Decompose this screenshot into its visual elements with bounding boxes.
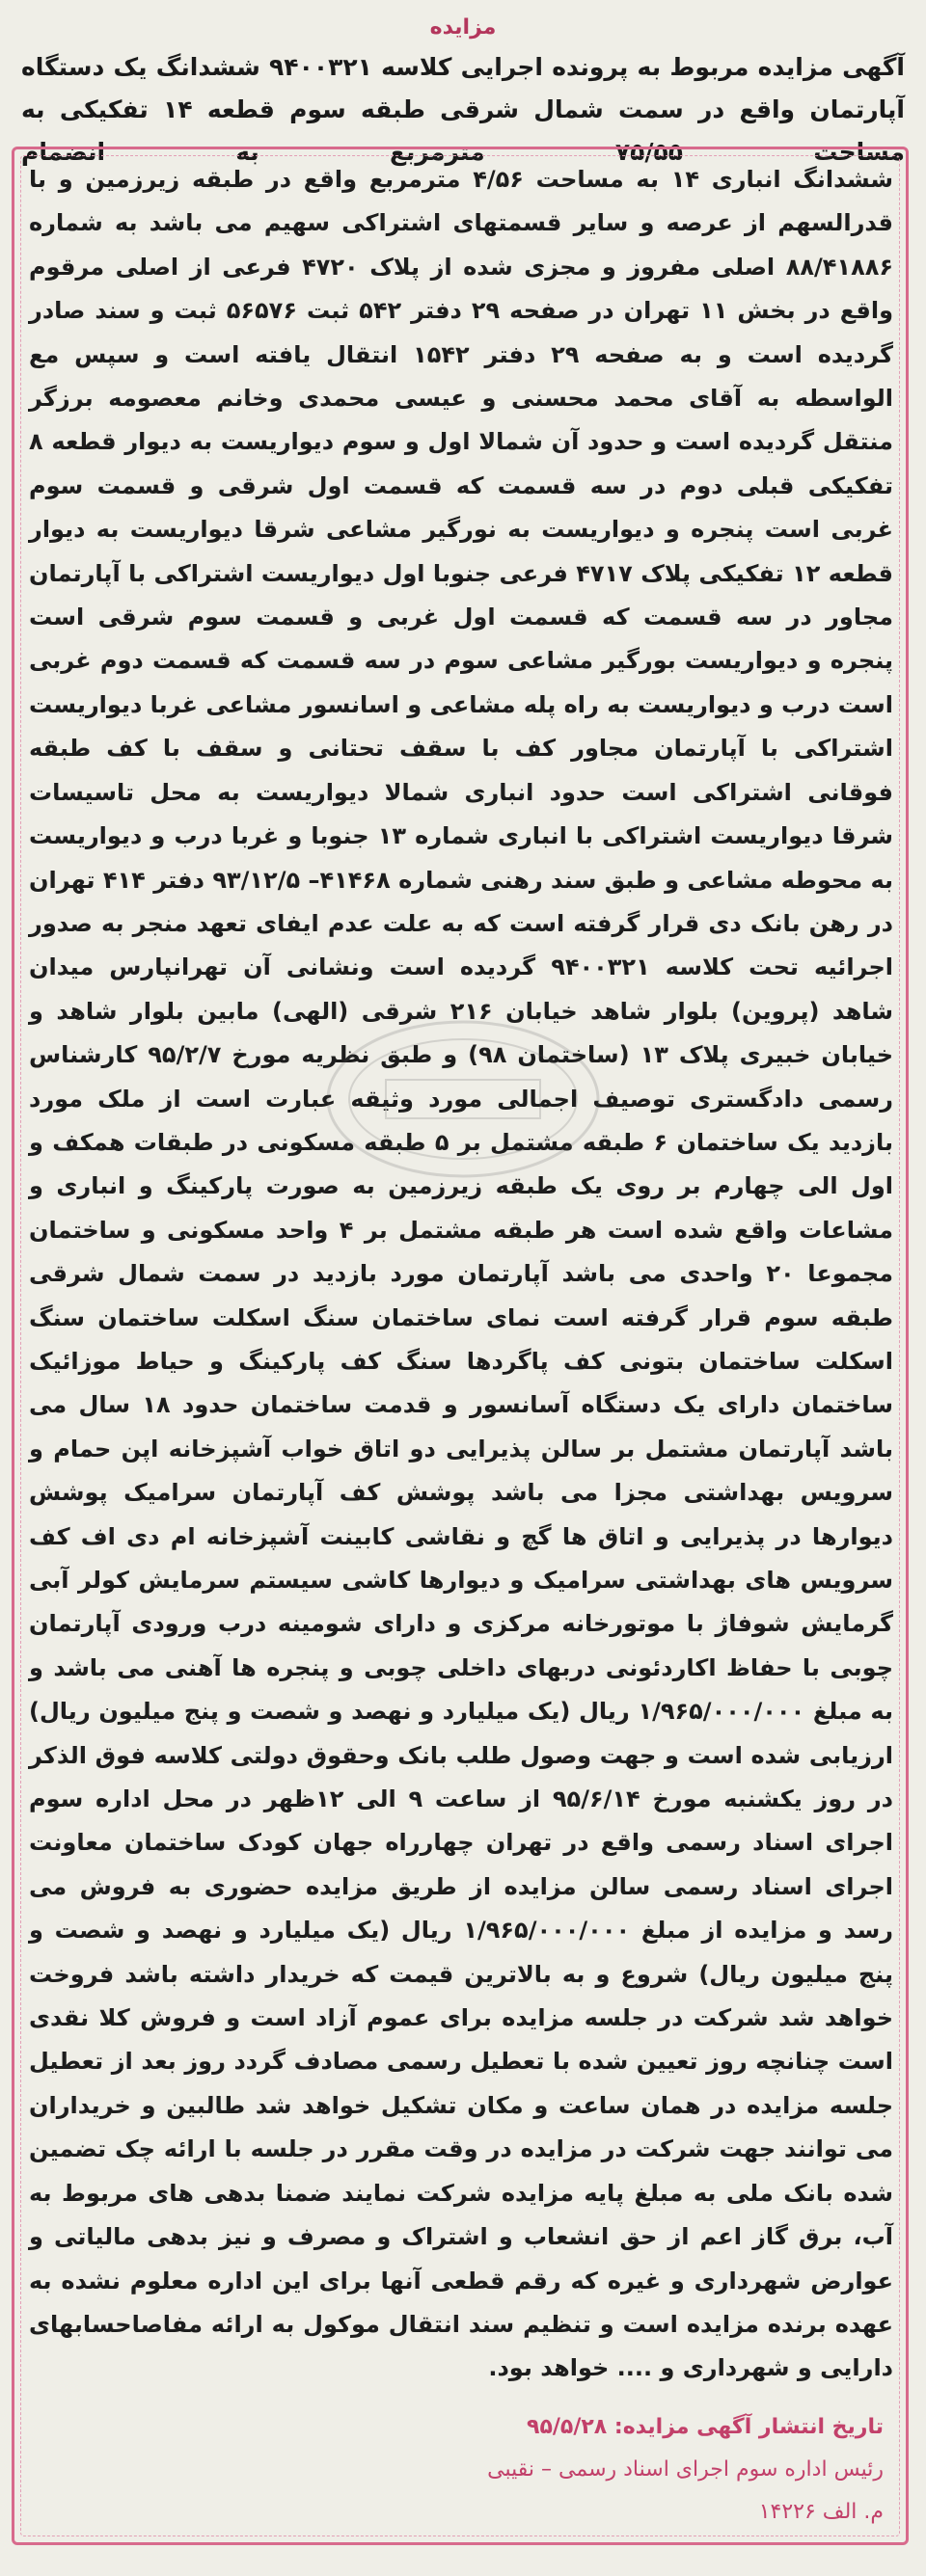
notice-body-text: ششدانگ انباری ۱۴ به مساحت ۴/۵۶ مترمربع واقع در طبقه زیرزمین و با قدرالسهم از عرصه و سایر قسمتهای اشتراکی سهیم می باشد به شماره ۸۸/۴۱۸۸۶ اصلی مفروز و مجزی شده از پلاک ۴۷۲۰ فرعی از اصلی مرقوم واقع در بخش ۱۱ تهران در صفحه ۲۹ دفتر ۵۴۲ ثبت ۵۶۵۷۶ ثبت و سند صادر گردیده است و به صفحه ۲۹ دفتر ۱۵۴۲ انتقال یافته است و سپس مع الواسطه به آقای محمد محسنی و عیسی محمدی وخانم معصومه برزگر منتقل گردیده است و حدود آن شمالا اول و سوم دیواریست به دیوار قطعه ۸ تفکیکی قبلی دوم در سه قسمت که قسمت اول شرقی و قسمت سوم غربی است پنجره و دیواریست به نورگیر مشاعی شرقا دیواریست به دیوار قطعه ۱۲ تفکیکی پلاک ۴۷۱۷ فرعی جنوبا اول دیواریست اشتراکی با آپارتمان مجاور در سه قسمت که قسمت اول غربی و قسمت سوم شرقی است پنجره و دیواریست بورگیر مشاعی سوم در سه قسمت که قسمت دوم غربی است درب و دیواریست به راه پله مشاعی و اسانسور مشاعی غربا دیواریست اشتراکی با آپارتمان مجاور کف با سقف تحتانی و سقف با کف طبقه فوقانی اشتراکی است حدود انباری شمالا دیواریست به محل تاسیسات شرقا دیواریست اشتراکی با انباری شماره ۱۳ جنوبا و غربا درب و دیواریست به محوطه مشاعی و طبق سند رهنی شماره ۴۱۴۶۸– ۹۳/۱۲/۵ دفتر ۴۱۴ تهران در رهن بانک دی قرار گرفته است که به علت عدم ایفای تعهد منجر به صدور اجرائیه تحت کلاسه ۹۴۰۰۳۲۱ گردیده است ونشانی آن تهرانپارس میدان شاهد (پروین) بلوار شاهد خیابان ۲۱۶ شرقی (الهی) مابین بلوار شاهد و خیابان خبیری پلاک ۱۳ (ساختمان ۹۸) و طبق نظریه مورخ ۹۵/۲/۷ کارشناس رسمی دادگستری توصیف اجمالی مورد وثیقه عبارت است از ملک مورد بازدید یک ساختمان ۶ طبقه مشتمل بر ۵ طبقه مسکونی در طبقات همکف و اول الی چهارم بر روی یک طبقه زیرزمین به صورت پارکینگ و انباری و مشاعات واقع شده است هر طبقه مشتمل بر ۴ واحد مسکونی و ساختمان مجموعا ۲۰ واحدی می باشد آپارتمان مورد بازدید در سمت شمال شرقی طبقه سوم قرار گرفته است نمای ساختمان سنگ اسکلت ساختمان سنگ اسکلت ساختمان بتونی کف پاگردها سنگ کف پارکینگ و حیاط موزائیک ساختمان دارای یک دستگاه آسانسور و قدمت ساختمان حدود ۱۸ سال می باشد آپارتمان مشتمل بر سالن پذیرایی دو اتاق خواب آشپزخانه اپن حمام و سرویس بهداشتی مجزا می باشد پوشش کف آپارتمان سرامیک پوشش دیوارها در پذیرایی و اتاق ها گچ و نقاشی کابینت آشپزخانه ام دی اف کف سرویس های بهداشتی سرامیک و دیوارها کاشی سیستم سرمایش کولر آبی گرمایش شوفاژ با موتورخانه مرکزی و دارای شومینه درب ورودی آپارتمان چوبی با حفاظ اکاردئونی دربهای داخلی چوبی و پنجره ها آهنی می باشد و به مبلغ ۱/۹۶۵/۰۰۰/۰۰۰ ریال (یک میلیارد و نهصد و شصت و پنج میلیون ریال) ارزیابی شده است و جهت وصول طلب بانک وحقوق دولتی کلاسه فوق الذکر در روز یکشنبه مورخ ۹۵/۶/۱۴ از ساعت ۹ الی ۱۲ظهر در محل اداره سوم اجرای اسناد رسمی واقع در تهران چهارراه جهان کودک ساختمان معاونت اجرای اسناد رسمی سالن مزایده از طریق مزایده حضوری به فروش می رسد و مزایده از مبلغ ۱/۹۶۵/۰۰۰/۰۰۰ ریال (یک میلیارد و نهصد و شصت و پنج میلیون ریال) شروع و به بالاترین قیمت که خریدار داشته باشد فروخت خواهد شد شرکت در جلسه مزایده برای عموم آزاد است و فروش کلا نقدی است چنانچه روز تعیین شده با تعطیل رسمی مصادف گردد روز بعد از تعطیل جلسه مزایده در همان ساعت و مکان تشکیل خواهد شد طالبین و خریداران می توانند جهت شرکت در مزایده در وقت مقرر در جلسه با ارائه چک تضمین شده بانک ملی به مبلغ پایه مزایده شرکت نمایند ضمنا بدهی های مربوط به آب، برق گاز اعم از حق انشعاب و اشتراک و مصرف و نیز بدهی مالیاتی و عوارض شهرداری و غیره که رقم قطعی آنها برای این اداره معلوم نشده به عهده برنده مزایده است و تنظیم سند انتقال موکول به ارائه مفاصاحسابهای دارایی و شهرداری و .... خواهد بود.: [29, 166, 894, 2382]
signature-line: رئیس اداره سوم اجرای اسناد رسمی – نقیبی: [487, 2457, 884, 2482]
notice-heading: مزایده: [429, 15, 497, 40]
notice-body: [29, 158, 893, 2391]
notice-footer: [54, 2406, 884, 2534]
publish-date: تاریخ انتشار آگهی مزایده: ۹۵/۵/۲۸: [527, 2415, 884, 2439]
reference-code: م. الف ۱۴۲۲۶: [758, 2500, 884, 2524]
notice-intro-text: آگهی مزایده مربوط به پرونده اجرایی کلاسه ۹۴۰۰۳۲۱ ششدانگ یک دستگاه آپارتمان واقع در سمت شمال شرقی طبقه سوم قطعه ۱۴ تفکیکی به مساحت ۷۵/۵۵ مترمربع به انضمام: [21, 53, 905, 166]
